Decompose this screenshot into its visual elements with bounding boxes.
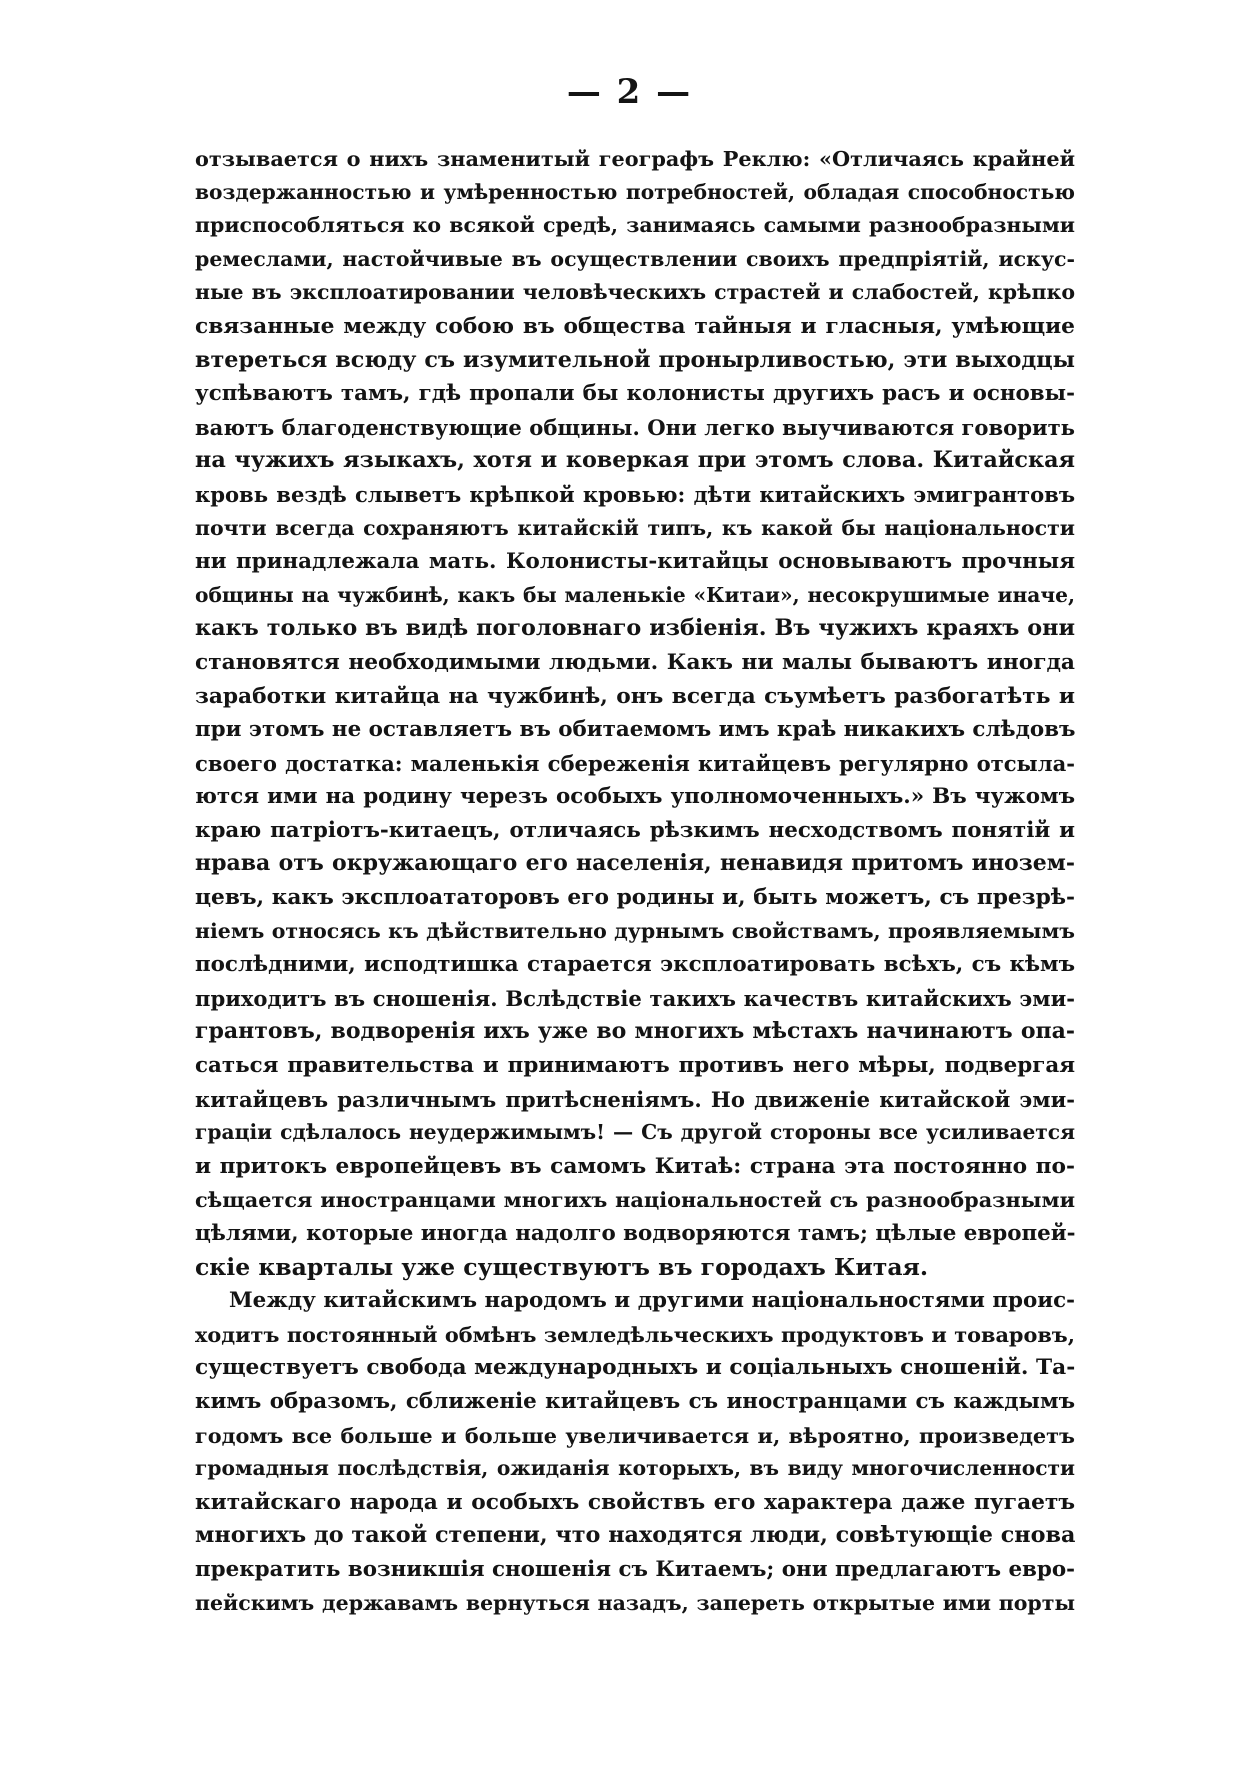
text-line: и притокъ европейцевъ въ самомъ Китаѣ: страна эта постоянно по- [195,1153,1075,1179]
text-line: связанные между собою въ общества тайныя и гласныя, умѣющие [195,313,1075,339]
text-line: воздержанностью и умѣренностью потребностей, обладая способностью [195,179,1075,204]
text-line: китайцевъ различнымъ притѣсненіямъ. Но движеніе китайской эми- [195,1086,1075,1112]
text-line: приспособляться ко всякой средѣ, занимаясь самыми разнообразными [195,213,1075,238]
text-line: граціи сдѣлалось неудержимымъ! — Съ другой стороны все усиливается [195,1120,1075,1145]
text-line: существуетъ свобода международныхъ и соціальныхъ сношеній. Та- [195,1355,1075,1381]
text-line: нрава отъ окружающаго его населенія, ненавидя притомъ инозем- [195,850,1075,877]
text-line: ни принадлежала мать. Колонисты-китайцы основываютъ прочныя [195,549,1075,575]
text-line: китайскаго народа и особыхъ свойствъ его характера даже пугаетъ [195,1489,1075,1515]
text-line: заработки китайца на чужбинѣ, онъ всегда съумѣетъ разбогатѣть и [195,683,1075,709]
text-line: грантовъ, водворенія ихъ уже во многихъ мѣстахъ начинаютъ опа- [195,1018,1075,1045]
text-line: ходитъ постоянный обмѣнъ земледѣльческихъ продуктовъ и товаровъ, [195,1321,1075,1347]
text-line: краю патріотъ-китаецъ, отличаясь рѣзкимъ несходствомъ понятій и [195,817,1075,843]
text-line: отзывается о нихъ знаменитый географъ Реклю: «Отличаясь крайней [195,146,1075,171]
text-line: годомъ все больше и больше увеличивается и, вѣроятно, произведетъ [195,1422,1075,1448]
text-line: при этомъ не оставляетъ въ обитаемомъ имъ краѣ никакихъ слѣдовъ [195,717,1075,743]
text-line: ные въ эксплоатировании человѣческихъ страстей и слабостей, крѣпко [195,280,1075,305]
text-line: общины на чужбинѣ, какъ бы маленькіе «Китаи», несокрушимые иначе, [195,582,1075,607]
text-line: кровь вездѣ слыветъ крѣпкой кровью: дѣти китайскихъ эмигрантовъ [195,481,1075,507]
text-line: цѣлями, которые иногда надолго водворяются тамъ; цѣлые европей- [195,1221,1075,1246]
text-line: Между китайскимъ народомъ и другими національностями проис- [229,1288,1075,1314]
text-line: приходитъ въ сношенія. Вслѣдствіе такихъ качествъ китайскихъ эми- [195,985,1075,1011]
text-line: ются ими на родину черезъ особыхъ уполномоченныхъ.» Въ чужомъ [195,784,1075,810]
text-line: ваютъ благоденствующие общины. Они легко выучиваются говорить [195,414,1075,440]
text-line: становятся необходимыми людьми. Какъ ни малы бываютъ иногда [195,649,1075,675]
text-line: своего достатка: маленькія сбереженія китайцевъ регулярно отсыла- [195,750,1075,776]
text-line: пейскимъ державамъ вернуться назадъ, запереть открытые ими порты [195,1590,1075,1615]
text-line: ремеслами, настойчивые въ осуществлении своихъ предпріятій, искус- [195,246,1075,271]
paragraph-2 [195,1284,1075,1620]
text-line: на чужихъ языкахъ, хотя и коверкая при этомъ слова. Китайская [195,447,1075,474]
text-line: успѣваютъ тамъ, гдѣ пропали бы колонисты другихъ расъ и основы- [195,381,1075,407]
text-line: прекратить возникшія сношенія съ Китаемъ; они предлагаютъ евро- [195,1556,1075,1582]
text-line: громадныя послѣдствія, ожиданія которыхъ, въ виду многочисленности [195,1456,1075,1481]
text-line: какъ только въ видѣ поголовнаго избіенія. Въ чужихъ краяхъ они [195,615,1075,642]
text-line: ніемъ относясь къ дѣйствительно дурнымъ свойствамъ, проявляемымъ [195,918,1075,943]
page-number: — 2 — [566,72,693,112]
text-line: цевъ, какъ эксплоататоровъ его родины и, быть можетъ, съ презрѣ- [195,885,1075,911]
text-line: сѣщается иностранцами многихъ національностей съ разнообразными [195,1187,1075,1213]
body-text [195,142,1075,1620]
text-line: многихъ до такой степени, что находятся люди, совѣтующіе снова [195,1522,1075,1549]
text-line: послѣдними, исподтишка старается эксплоатировать всѣхъ, съ кѣмъ [195,952,1075,978]
text-line: саться правительства и принимаютъ противъ него мѣры, подвергая [195,1053,1075,1079]
text-line: скіе кварталы уже существуютъ въ городахъ Китая. [195,1252,929,1281]
text-line: почти всегда сохраняютъ китайскій типъ, къ какой бы національности [195,515,1075,540]
paragraph-1 [195,142,1075,1284]
text-line: кимъ образомъ, сближеніе китайцевъ съ иностранцами съ каждымъ [195,1388,1075,1414]
text-line: втереться всюду съ изумительной пронырливостью, эти выходцы [195,346,1075,373]
